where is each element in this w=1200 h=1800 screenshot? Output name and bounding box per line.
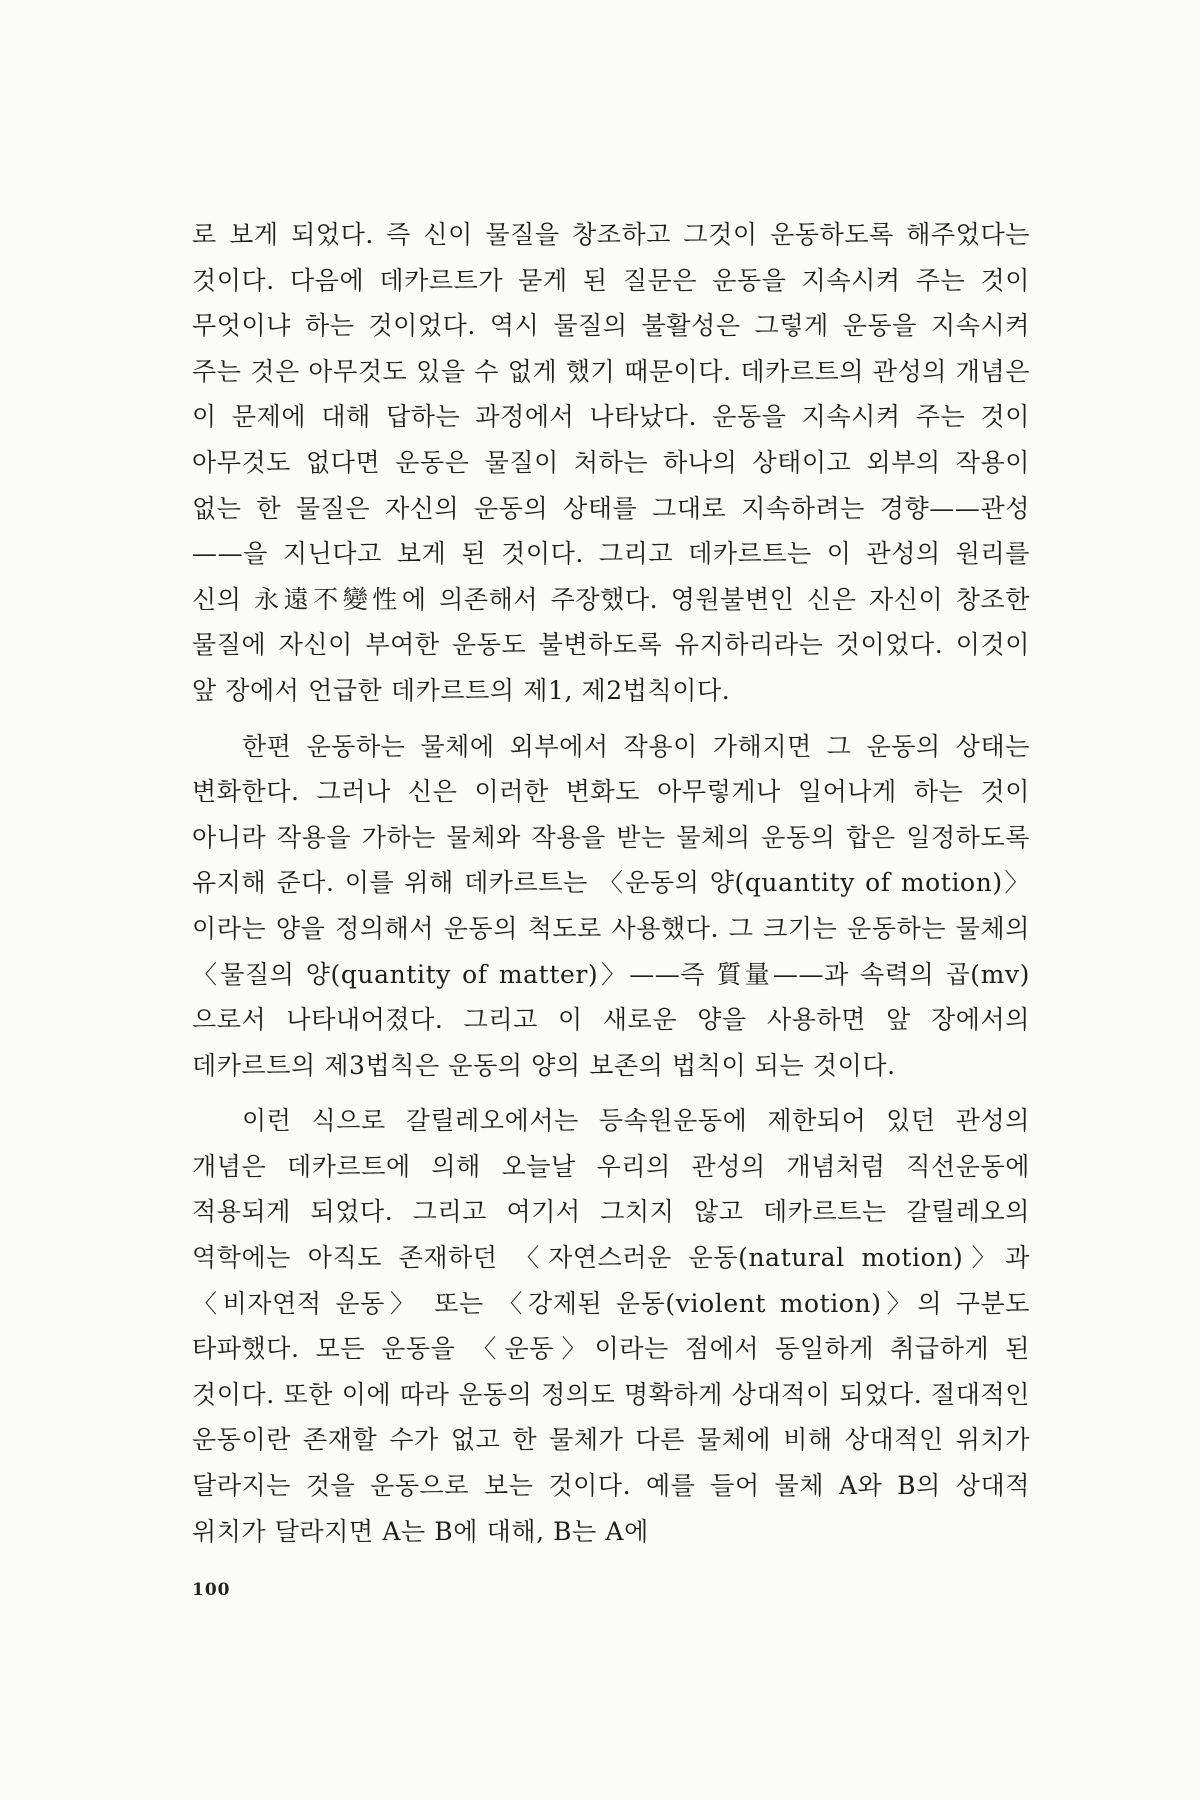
paragraph-2: 한편 운동하는 물체에 외부에서 작용이 가해지면 그 운동의 상태는 변화한다. 그러나 신은 이러한 변화도 아무렇게나 일어나게 하는 것이 아니라 작용을 가하는 물체와 작용을 받는 물체의 운동의 합은 일정하도록 유지해 준다. 이를 위해 데카르트는 〈운동의 양(quantity of motion)〉이라는 양을 정의해서 운동의 척도로 사용했다. 그 크기는 운동하는 물체의 〈물질의 양(quantity of matter)〉——즉 質量——과 속력의 곱(mv)으로서 나타내어졌다. 그리고 이 새로운 양을 사용하면 앞 장에서의 데카르트의 제3법칙은 운동의 양의 보존의 법칙이 되는 것이다. <box>192 731 1030 1080</box>
page-number: 100 <box>192 1580 231 1600</box>
paragraph-1: 로 보게 되었다. 즉 신이 물질을 창조하고 그것이 운동하도록 해주었다는 것이다. 다음에 데카르트가 묻게 된 질문은 운동을 지속시켜 주는 것이 무엇이냐 하는 것이었다. 역시 물질의 불활성은 그렇게 운동을 지속시켜 주는 것은 아무것도 있을 수 없게 했기 때문이다. 데카르트의 관성의 개념은 이 문제에 대해 답하는 과정에서 나타났다. 운동을 지속시켜 주는 것이 아무것도 없다면 운동은 물질이 처하는 하나의 상태이고 외부의 작용이 없는 한 물질은 자신의 운동의 상태를 그대로 지속하려는 경향——관성——을 지닌다고 보게 된 것이다. 그리고 데카르트는 이 관성의 원리를 신의 永遠不變性에 의존해서 주장했다. 영원불변인 신은 자신이 창조한 물질에 자신이 부여한 운동도 불변하도록 유지하리라는 것이었다. 이것이 앞 장에서 언급한 데카르트의 제1, 제2법칙이다. <box>192 220 1030 705</box>
paragraph-3: 이런 식으로 갈릴레오에서는 등속원운동에 제한되어 있던 관성의 개념은 데카르트에 의해 오늘날 우리의 관성의 개념처럼 직선운동에 적용되게 되었다. 그리고 여기서 그치지 않고 데카르트는 갈릴레오의 역학에는 아직도 존재하던 〈자연스러운 운동(natural motion)〉과 〈비자연적 운동〉 또는 〈강제된 운동(violent motion)〉의 구분도 타파했다. 모든 운동을 〈운동〉이라는 점에서 동일하게 취급하게 된 것이다. 또한 이에 따라 운동의 정의도 명확하게 상대적이 되었다. 절대적인 운동이란 존재할 수가 없고 한 물체가 다른 물체에 비해 상대적인 위치가 달라지는 것을 운동으로 보는 것이다. 예를 들어 물체 A와 B의 상대적 위치가 달라지면 A는 B에 대해, B는 A에 <box>192 1106 1030 1546</box>
body-text <box>192 212 1030 1554</box>
